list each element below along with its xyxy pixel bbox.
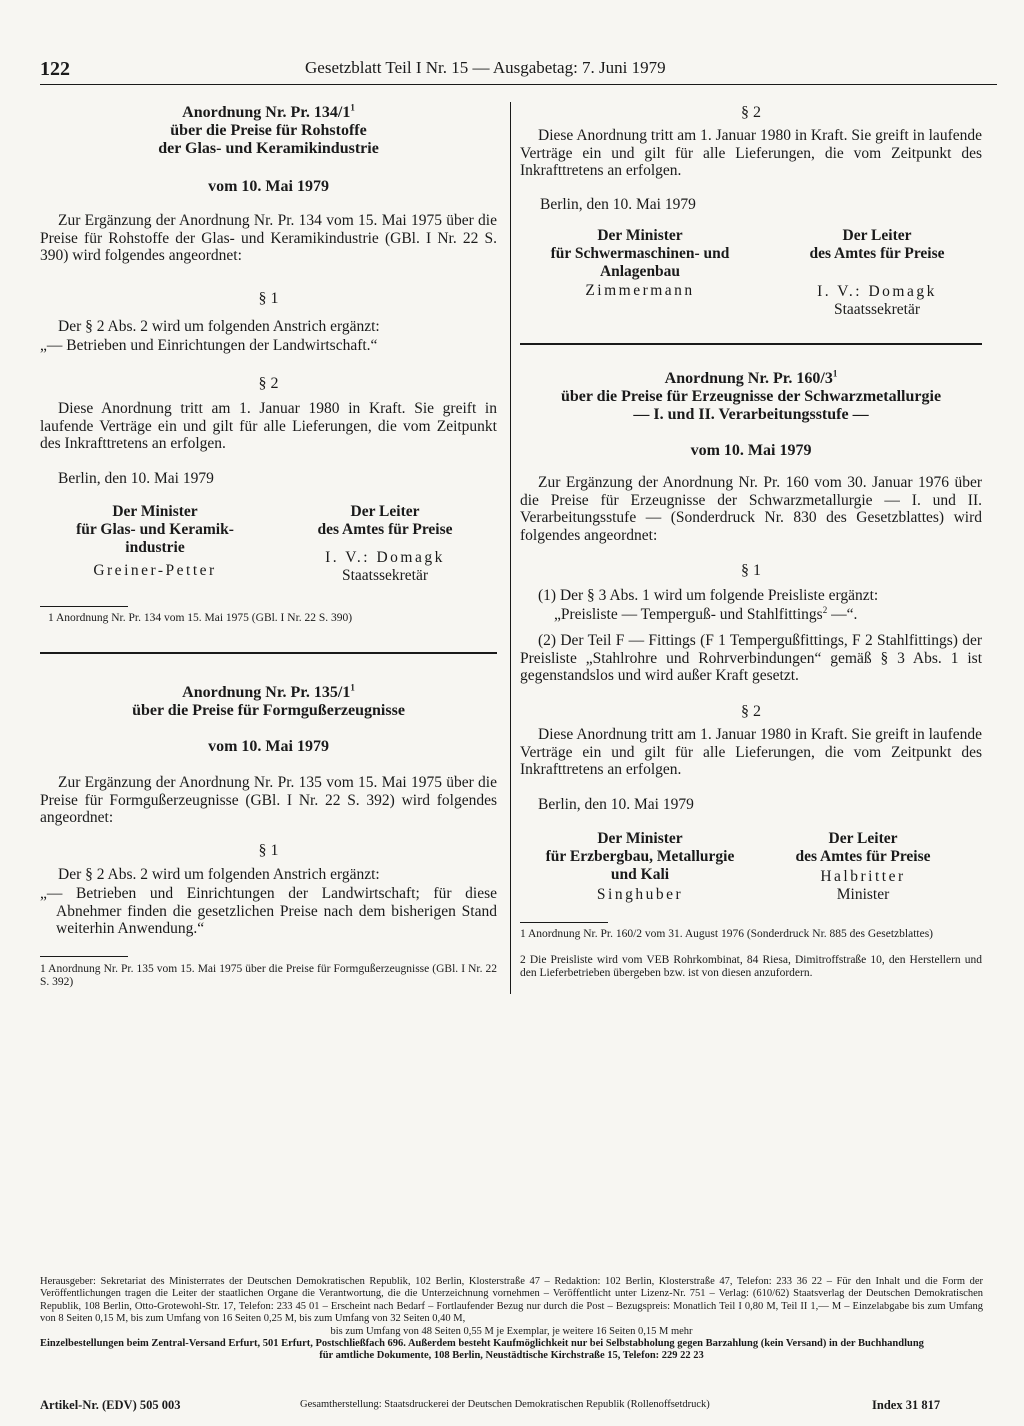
signatory-title: Anlagenbau (599, 263, 681, 280)
footnote-rule (520, 922, 608, 923)
signatory-title: und Kali (610, 866, 670, 883)
article-2-footnote: 1 Anordnung Nr. Pr. 135 vom 15. Mai 1975 über die Preise für Formgußerzeugnisse (GBl. I Nr. 22 S. 392) (40, 963, 497, 988)
article-2-section-1-text: Der § 2 Abs. 2 wird um folgenden Anstrich ergänzt: (58, 866, 380, 883)
article-1-title-line-3: der Glas- und Keramikindustrie (158, 140, 379, 157)
article-1-section-2-heading: § 2 (258, 375, 279, 392)
article-3-section-1-para-2: (2) Der Teil F — Fittings (F 1 Tempergußfittings, F 2 Stahlfittings) der Preisliste „Stahlrohre und Rohrverbindungen“ gemäß § 3 Abs. 1 ist gegenstandslos und wird außer Kraft gesetzt. (520, 632, 982, 684)
article-3-title-line-1: Anordnung Nr. Pr. 160/3 (664, 370, 833, 387)
article-1-section-1-heading: § 1 (258, 290, 279, 307)
signatory-title: Der Minister (597, 227, 683, 244)
footnote-ref: 1 (350, 682, 355, 693)
article-2-section-1-quote: „— Betrieben und Einrichtungen der Landwirtschaft; für diese Abnehmer finden die gesetzlichen Preise nach dem bisherigen Stand weiterhin Anwendung.“ (40, 885, 497, 937)
continuation-section-2-heading: § 2 (741, 104, 761, 121)
imprint (40, 1276, 983, 1363)
continuation-place-date: Berlin, den 10. Mai 1979 (540, 196, 696, 213)
signatory-title: Der Leiter (828, 830, 898, 847)
footnote-ref: 1 (832, 368, 838, 379)
article-3-date: vom 10. Mai 1979 (690, 442, 812, 459)
article-3-footnote-1: 1 Anordnung Nr. Pr. 160/2 vom 31. August 1976 (Sonderdruck Nr. 885 des Gesetzblattes) (520, 928, 934, 940)
price-list-quote: „Preisliste — Temperguß- und Stahlfittings (554, 606, 823, 623)
article-1-title-line-1: Anordnung Nr. Pr. 134/1 (182, 104, 351, 121)
article-1-signature-price-office (290, 503, 480, 584)
signatory-role: Minister (836, 885, 890, 903)
article-3-signature-minister (520, 830, 760, 904)
imprint-price-tail: bis zum Umfang von 48 Seiten 0,55 M je Exemplar, je weitere 16 Seiten 0,15 M mehr (330, 1325, 693, 1337)
printer-line: Gesamtherstellung: Staatsdruckerei der Deutschen Demokratischen Republik (Rollenoffsetdruck) (300, 1399, 710, 1410)
article-3-intro: Zur Ergänzung der Anordnung Nr. Pr. 160 vom 30. Januar 1976 über die Preise für Erzeugnisse der Schwarzmetallurgie — I. und II. Verarbeitungsstufe — (Sonderdruck Nr. 830 des Gesetzblattes) wird folgendes angeordnet: (520, 474, 982, 544)
article-3-title-line-2: über die Preise für Erzeugnisse der Schwarzmetallurgie (560, 388, 942, 405)
article-1-footnote: 1 Anordnung Nr. Pr. 134 vom 15. Mai 1975 (GBl. I Nr. 22 S. 390) (48, 612, 353, 624)
signatory-title: für Glas- und Keramik- (76, 521, 234, 538)
article-3-title-line-3: — I. und II. Verarbeitungsstufe — (633, 406, 869, 423)
signatory-role: Staatssekretär (833, 300, 921, 318)
article-3-section-1-quote (554, 606, 982, 624)
running-title: Gesetzblatt Teil I Nr. 15 — Ausgabetag: 7. Juni 1979 (305, 58, 666, 77)
signatory-title: des Amtes für Preise (795, 848, 931, 865)
article-number: Artikel-Nr. (EDV) 505 003 (40, 1398, 181, 1412)
header-rule (40, 84, 997, 85)
continuation-section-2-text: Diese Anordnung tritt am 1. Januar 1980 in Kraft. Sie greift in laufende Verträge ein und gilt für alle Lieferungen, die vom Zeitpunkt des Inkrafttretens an erfolgen. (520, 127, 982, 179)
imprint-publisher: Herausgeber: Sekretariat des Ministerrates der Deutschen Demokratischen Republik, 102 Berlin, Klosterstraße 47 – Redaktion: 102 Berlin, Klosterstraße 47, Telefon: 233 36 22 – Für den Inhalt und die Form der Veröffentlichungen tragen die Leiter der staatlichen Organe die Verantwortung, die die Unterzeichnung vornehmen – Veröffentlicht unter Lizenz-Nr. 751 – Verlag: (610/62) Staatsverlag der Deutschen Demokratischen Republik, 108 Berlin, Otto-Grotewohl-Str. 17, Telefon: 233 45 01 – Erscheint nach Bedarf – Fortlaufender Bezug nur durch die Post – Bezugspreis: Monatlich Teil I 0,80 M, Teil II 1,— M – Einzelabgabe bis zum Umfang von 8 Seiten 0,15 M, bis zum Umfang von 16 Seiten 0,25 M, bis zum Umfang von 32 Seiten 0,40 M, (40, 1276, 983, 1325)
signatory-name: I. V.: Domagk (817, 283, 937, 300)
continuation-signature-price-office (782, 227, 972, 318)
signatory-title: Der Minister (597, 830, 683, 847)
article-1-date: vom 10. Mai 1979 (208, 178, 329, 195)
signatory-name: Zimmermann (585, 282, 695, 299)
signatory-name: Greiner-Petter (93, 562, 217, 579)
imprint-orders-tail: für amtliche Dokumente, 108 Berlin, Neustädtische Kirchstraße 15, Telefon: 229 22 23 (319, 1350, 704, 1362)
signatory-role: Staatssekretär (341, 566, 429, 584)
article-2-intro: Zur Ergänzung der Anordnung Nr. Pr. 135 vom 15. Mai 1975 über die Preise für Formgußerzeugnisse (GBl. I Nr. 22 S. 392) wird folgendes angeordnet: (40, 774, 497, 826)
article-2-title-line-2: über die Preise für Formgußerzeugnisse (132, 702, 405, 719)
imprint-orders: Einzelbestellungen beim Zentral-Versand Erfurt, 501 Erfurt, Postschließfach 696. Außerdem besteht Kaufmöglichkeit nur bei Selbstabholung gegen Barzahlung (kein Versand) in der Buchhandlung (40, 1338, 924, 1350)
article-3-section-1-para-1: (1) Der § 3 Abs. 1 wird um folgende Preisliste ergänzt: (538, 587, 879, 604)
article-1-place-date: Berlin, den 10. Mai 1979 (58, 470, 214, 487)
signatory-title: für Erzbergbau, Metallurgie (545, 848, 735, 865)
index-number: Index 31 817 (872, 1398, 941, 1412)
article-1-signature-minister (40, 503, 270, 580)
footnote-rule (40, 956, 128, 957)
article-3-section-1-heading: § 1 (741, 562, 761, 579)
article-2-title-line-1: Anordnung Nr. Pr. 135/1 (182, 684, 351, 701)
signatory-title: Der Leiter (842, 227, 912, 244)
signatory-title: des Amtes für Preise (809, 245, 945, 262)
page-number: 122 (40, 58, 70, 80)
article-1-title (40, 104, 497, 158)
article-3-title (520, 370, 982, 424)
article-1-section-1-text: Der § 2 Abs. 2 wird um folgenden Anstrich ergänzt: (58, 318, 380, 335)
footnote-rule (40, 606, 128, 607)
article-3-signature-price-office (768, 830, 958, 903)
signatory-title: für Schwermaschinen- und (550, 245, 730, 262)
article-3-place-date: Berlin, den 10. Mai 1979 (538, 796, 694, 813)
signatory-title: industrie (125, 539, 185, 556)
article-2-date: vom 10. Mai 1979 (208, 738, 329, 755)
article-2-title (40, 684, 497, 720)
price-list-quote-end: —“. (827, 606, 858, 623)
signatory-title: Der Minister (112, 503, 198, 520)
footnote-ref: 1 (350, 102, 355, 113)
article-1-section-1-quote: „— Betrieben und Einrichtungen der Landwirtschaft.“ (40, 337, 378, 354)
signatory-title: Der Leiter (350, 503, 420, 520)
footnote-ref: 2 (822, 604, 828, 615)
article-3-footnote-2: 2 Die Preisliste wird vom VEB Rohrkombinat, 84 Riesa, Dimitroffstraße 10, den Herstellern und den Lieferbetrieben übergeben bzw. ist von diesen anzufordern. (520, 954, 982, 979)
column-divider (510, 102, 511, 994)
signatory-name: I. V.: Domagk (325, 549, 445, 566)
section-separator (40, 652, 497, 654)
article-1-section-2-text: Diese Anordnung tritt am 1. Januar 1980 in Kraft. Sie greift in laufende Verträge ein und gilt für alle Lieferungen, die vom Zeitpunkt des Inkrafttretens an erfolgen. (40, 400, 497, 452)
article-3-section-2-text: Diese Anordnung tritt am 1. Januar 1980 in Kraft. Sie greift in laufende Verträge ein und gilt für alle Lieferungen, die vom Zeitpunkt des Inkrafttretens an erfolgen. (520, 726, 982, 778)
signatory-title: des Amtes für Preise (317, 521, 453, 538)
article-1-title-line-2: über die Preise für Rohstoffe (170, 122, 367, 139)
section-separator (520, 343, 982, 345)
article-3-section-2-heading: § 2 (741, 703, 761, 720)
article-1-intro: Zur Ergänzung der Anordnung Nr. Pr. 134 vom 15. Mai 1975 über die Preise für Rohstoffe der Glas- und Keramikindustrie (GBl. I Nr. 22 S. 390) wird folgendes angeordnet: (40, 212, 497, 264)
signatory-name: Halbritter (820, 868, 906, 885)
signatory-name: Singhuber (596, 886, 684, 903)
article-2-section-1-heading: § 1 (258, 842, 279, 859)
continuation-signature-minister (520, 227, 760, 300)
